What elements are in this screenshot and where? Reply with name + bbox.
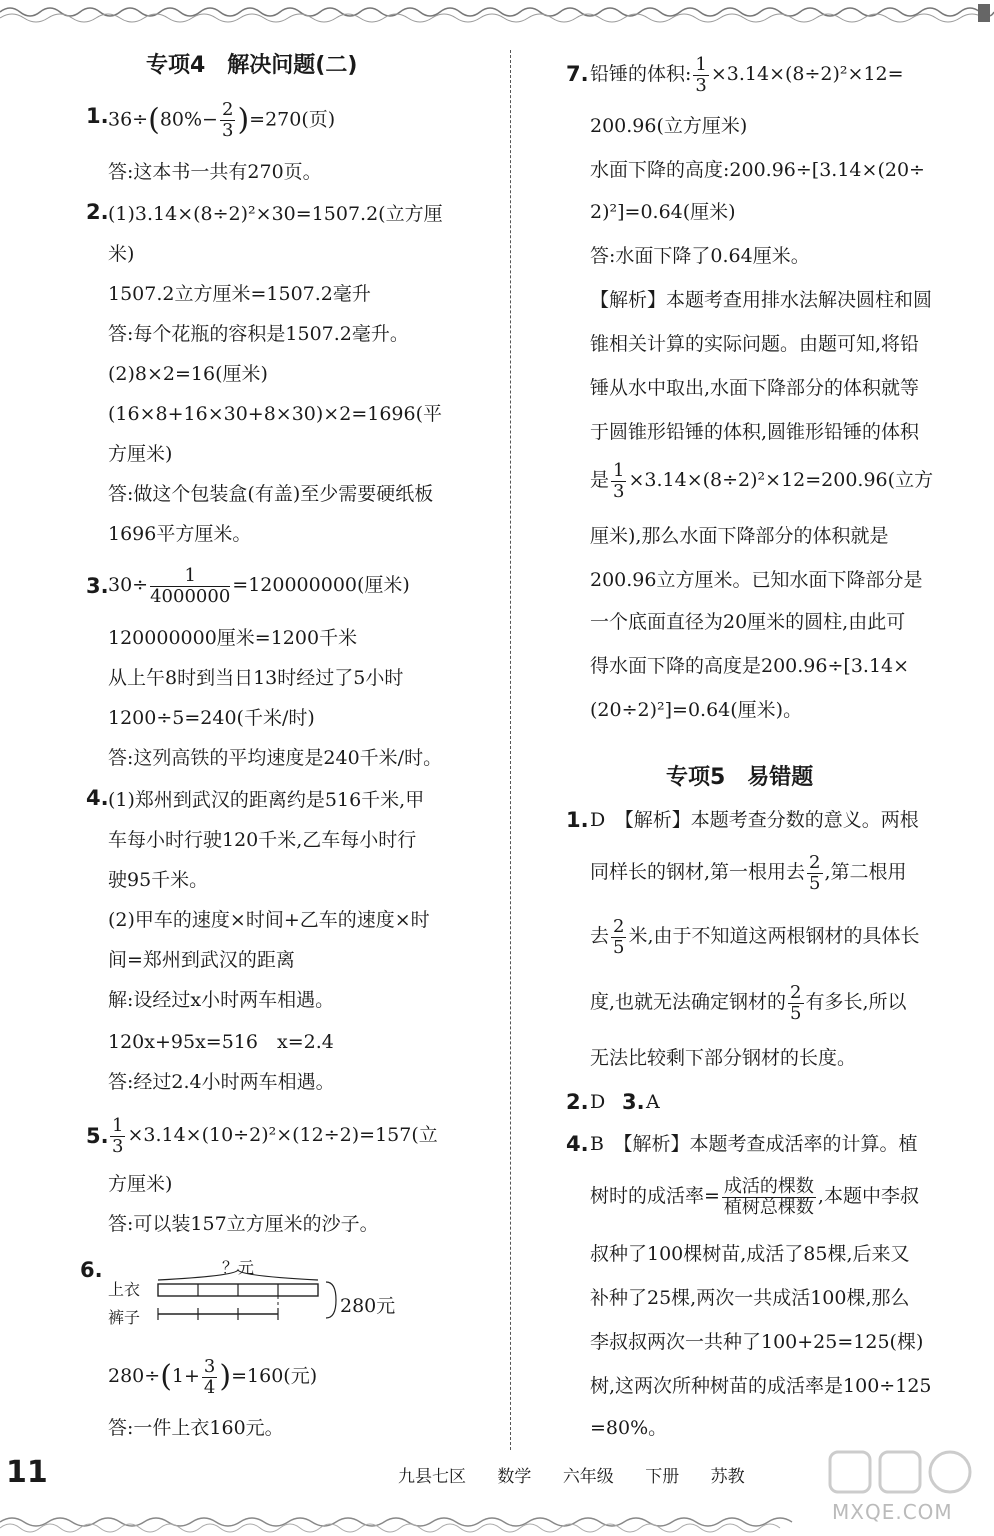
q4-line: 解:设经过x小时两车相遇。 [108, 989, 335, 1011]
q7-number: 7. [566, 62, 589, 86]
q3-line: 答:这列高铁的平均速度是240千米/时。 [108, 747, 443, 769]
s5-q1-fraction: $\frac{2}{5}$ [790, 981, 802, 1024]
column-divider [510, 50, 511, 1450]
s5-q4-number: 4. [566, 1132, 589, 1156]
q7-analysis-line: 【解析】本题考查用排水法解决圆柱和圆 [590, 289, 933, 311]
section5-title: 专项5 易错题 [666, 765, 814, 790]
q5-answer: 答:可以装157立方厘米的沙子。 [108, 1213, 379, 1235]
s5-q1-fraction: $\frac{2}{5}$ [809, 851, 821, 894]
q2-line: 米) [108, 243, 135, 265]
q2-line: 答:做这个包装盒(有盖)至少需要硬纸板 [108, 483, 434, 505]
q1-expression: 36÷(80%− $\frac{2}{3}$ )=270(页) [108, 99, 336, 141]
q3-expression: 30÷ $\frac{1}{4000000}$ =120000000(厘米) [108, 564, 410, 607]
q7-analysis-line: 厘米),那么水面下降部分的体积就是 [590, 525, 889, 547]
footer-item: 九县七区 [398, 1467, 466, 1487]
q7-analysis-line: 锥相关计算的实际问题。由题可知,将铅 [590, 333, 920, 355]
top-wave-decoration [0, 0, 994, 26]
q5-expression: $\frac{1}{3}$ ×3.14×(10÷2)²×(12÷2)=157(立 [112, 1114, 438, 1157]
q1-number: 1. [86, 104, 109, 128]
s5-q1-line: 去 $\frac{2}{5}$ 米,由于不知道这两根钢材的具体长 [590, 915, 920, 958]
q7-analysis-line: 200.96立方厘米。已知水面下降部分是 [590, 569, 923, 591]
q4-line: (1)郑州到武汉的距离约是516千米,甲 [108, 789, 425, 811]
s5-q4-line: 李叔叔两次一共种了100+25=125(棵) [590, 1331, 924, 1353]
bottom-wave-decoration [0, 1508, 994, 1536]
q5-number: 5. [86, 1124, 109, 1148]
footer-info [398, 1462, 771, 1487]
q4-line: 车每小时行驶120千米,乙车每小时行 [108, 829, 417, 851]
s5-q1-line: 同样长的钢材,第一根用去 $\frac{2}{5}$ ,第二根用 [590, 851, 907, 894]
q4-line: 答:经过2.4小时两车相遇。 [108, 1071, 335, 1093]
s5-q3-number: 3. [622, 1090, 645, 1114]
q4-line: 驶95千米。 [108, 869, 209, 891]
s5-q4-line: =80%。 [590, 1417, 668, 1439]
page-number: 11 [6, 1455, 48, 1490]
q4-line: 间=郑州到武汉的距离 [108, 949, 295, 971]
q7-line: 答:水面下降了0.64厘米。 [590, 245, 810, 267]
s5-q1-line: 无法比较剩下部分钢材的长度。 [590, 1047, 857, 1069]
footer-item: 下册 [645, 1467, 680, 1487]
s5-q4-line: 叔种了100棵树苗,成活了85棵,后来又 [590, 1243, 910, 1265]
s5-q4-line: 补种了25棵,两次一共成活100棵,那么 [590, 1287, 910, 1309]
q5-fraction: $\frac{1}{3}$ [112, 1114, 124, 1157]
q2-line: (2)8×2=16(厘米) [108, 363, 268, 385]
q7-analysis-line: 于圆锥形铅锤的体积,圆锥形铅锤的体积 [590, 421, 920, 443]
q3-line: 从上午8时到当日13时经过了5小时 [108, 667, 404, 689]
q2-line: 1507.2立方厘米=1507.2毫升 [108, 283, 371, 305]
q6-fraction: $\frac{3}{4}$ [203, 1355, 216, 1398]
s5-q4-line: 树,这两次所种树苗的成活率是100÷125 [590, 1375, 932, 1397]
q7-line: 2)²]=0.64(厘米) [590, 201, 736, 223]
q2-number: 2. [86, 200, 109, 224]
q4-line: 120x+95x=516 x=2.4 [108, 1031, 334, 1053]
q2-line: 答:每个花瓶的容积是1507.2毫升。 [108, 323, 409, 345]
q6-line-diagram [150, 1266, 350, 1336]
q4-line: (2)甲车的速度×时间+乙车的速度×时 [108, 909, 430, 931]
q7-analysis-line: 得水面下降的高度是200.96÷[3.14× [590, 655, 910, 677]
s5-q4-line: 树时的成活率= $\frac{\text{成活的棵数}}{\text{植树总棵数}}$ ,本题中李叔 [590, 1175, 919, 1218]
q3-fraction: $\frac{1}{4000000}$ [150, 564, 231, 607]
q3-number: 3. [86, 574, 109, 598]
q7-analysis-expression: 是 $\frac{1}{3}$ ×3.14×(8÷2)²×12=200.96(立方 [590, 459, 934, 502]
watermark-text: MXQE.COM [832, 1500, 953, 1524]
q3-line: 120000000厘米=1200千米 [108, 627, 358, 649]
q2-line: 方厘米) [108, 443, 173, 465]
q2-line: (16×8+16×30+8×30)×2=1696(平 [108, 403, 443, 425]
q6-label-pants: 裤子 [108, 1308, 141, 1327]
s5-q2-answer: D [590, 1091, 606, 1113]
s5-q2-number: 2. [566, 1090, 589, 1114]
q2-line: (1)3.14×(8÷2)²×30=1507.2(立方厘 [108, 203, 443, 225]
footer-item: 苏教 [710, 1467, 745, 1487]
q7-expression: 铅锤的体积: $\frac{1}{3}$ ×3.14×(8÷2)²×12= [590, 53, 904, 96]
s5-q4-fraction: $\frac{\text{成活的棵数}}{\text{植树总棵数}}$ [723, 1175, 814, 1218]
footer-item: 六年级 [562, 1467, 614, 1487]
q3-line: 1200÷5=240(千米/时) [108, 707, 315, 729]
s5-q4-line: B 【解析】本题考查成活率的计算。植 [590, 1133, 918, 1155]
q6-total: 280元 [340, 1295, 396, 1317]
s5-q1-line: D 【解析】本题考查分数的意义。两根 [590, 809, 919, 831]
q7-analysis-line: 一个底面直径为20厘米的圆柱,由此可 [590, 611, 906, 633]
s5-q1-fraction: $\frac{2}{5}$ [613, 915, 625, 958]
footer-item: 数学 [497, 1467, 532, 1487]
q7-analysis-fraction: $\frac{1}{3}$ [613, 459, 625, 502]
s5-q3-answer: A [646, 1091, 660, 1113]
q7-analysis-line: 锤从水中取出,水面下降部分的体积就等 [590, 377, 920, 399]
q6-diagram-question: ？元 [222, 1258, 255, 1277]
q7-analysis-line: (20÷2)²]=0.64(厘米)。 [590, 699, 803, 721]
q7-line: 水面下降的高度:200.96÷[3.14×(20÷ [590, 159, 925, 181]
q2-line: 1696平方厘米。 [108, 523, 252, 545]
q4-number: 4. [86, 786, 109, 810]
q7-fraction: $\frac{1}{3}$ [695, 53, 707, 96]
q6-expression: 280÷(1+ $\frac{3}{4}$ )=160(元) [108, 1355, 318, 1398]
q7-line: 200.96(立方厘米) [590, 115, 748, 137]
s5-q1-number: 1. [566, 808, 589, 832]
q6-number: 6. [80, 1258, 103, 1282]
q1-fraction: $\frac{2}{3}$ [221, 99, 234, 141]
q1-answer: 答:这本书一共有270页。 [108, 161, 322, 183]
section4-title: 专项4 解决问题(二) [146, 53, 358, 78]
q6-answer: 答:一件上衣160元。 [108, 1417, 284, 1439]
s5-q1-line: 度,也就无法确定钢材的 $\frac{2}{5}$ 有多长,所以 [590, 981, 907, 1024]
q6-label-shirt: 上衣 [108, 1280, 141, 1299]
q5-line: 方厘米) [108, 1173, 173, 1195]
